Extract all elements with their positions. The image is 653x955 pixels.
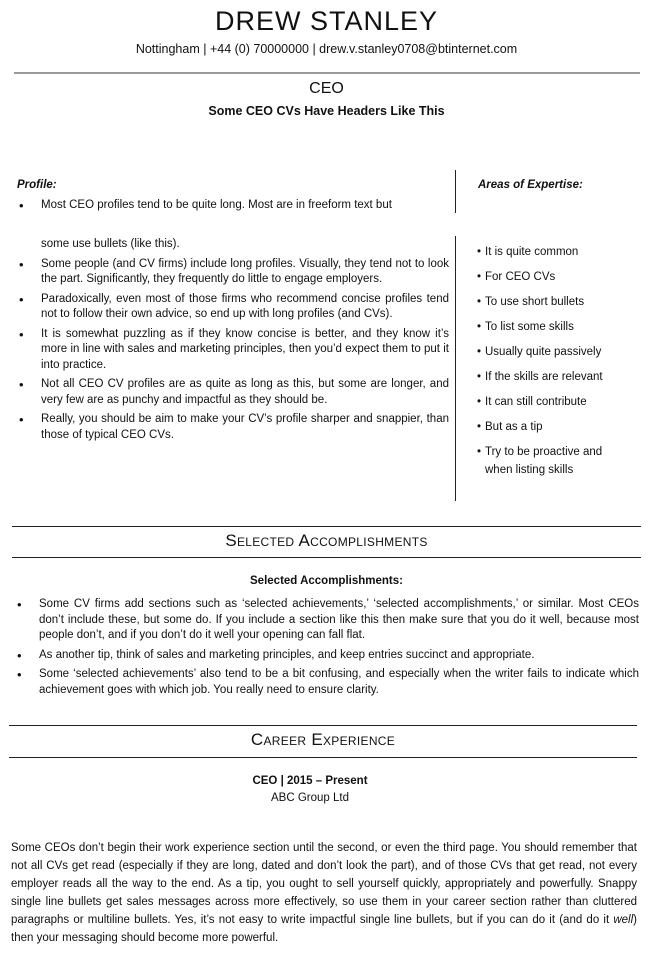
expertise-item: • If the skills are relevant [477,368,627,386]
profile-bullets [17,237,449,447]
header-divider [14,72,640,74]
expertise-item: • For CEO CVs [477,268,627,286]
career-paragraph [11,839,637,947]
contact-line: Nottingham | +44 (0) 70000000 | drew.v.stanley0708@btinternet.com [135,42,518,56]
company-name: ABC Group Ltd [271,792,349,804]
career-paragraph-start: Some CEOs don’t begin their work experience section until the second, or even the third page. You should remember that not all CVs get read (especially if they are long, dated and don’t look the part), and of those CVs that get read, not every employer reads all the way to the end. As a tip, you ought to sell yourself quickly, appropriately and powerfully. Snappy single line bullets get sales messages across more effectively, so use them in your career section rather than cluttered paragraphs or multiline bullets. Yes, it’s not easy to write impactful single line bullets, but if you can do it (and do it [11,842,637,926]
column-divider-top [455,170,456,213]
accomplishments-rule-bottom [12,557,641,558]
accomplishments-rule-top [12,526,641,527]
expertise-item: • But as a tip [477,418,627,436]
expertise-item: • It is quite common [477,243,627,261]
profile-label: Profile: [17,179,57,191]
expertise-item: • Try to be proactive and when listing skills [477,443,627,479]
expertise-item: • To use short bullets [477,293,627,311]
job-title: CEO | 2015 – Present [252,775,368,787]
expertise-list [477,243,627,486]
career-paragraph-end: ) then your messaging should become more powerful. [11,914,637,944]
accomplishments-subheading: Selected Accomplishments: [250,575,403,587]
profile-bullet: • Most CEO profiles tend to be quite long. Most are in freeform text but [17,198,449,214]
accomplishment-bullet: • Some CV firms add sections such as ‘selected achievements,’ ‘selected accomplishments,’ or similar. Most CEOs don’t include these, but some do. If you include a section like this then make sure that you do it well, because most people don’t, and if you don’t do it well your opening can fall flat. [15,597,639,644]
accomplishments-bullets [15,597,639,702]
accomplishments-heading: Selected Accomplishments [225,531,428,550]
career-rule-top [9,725,637,726]
accomplishment-bullet: • As another tip, think of sales and marketing principles, and keep entries succinct and appropriate. [15,648,639,664]
career-heading: Career Experience [250,730,396,749]
profile-bullet: • Really, you should be aim to make your CV’s profile sharper and snappier, than those of typical CEO CVs. [17,412,449,443]
profile-bullet: • Some people (and CV firms) include long profiles. Visually, they tend not to look the part. Significantly, they frequently do little to engage employers. [17,257,449,288]
column-divider-bottom [455,236,456,501]
accomplishment-bullet: • Some ‘selected achievements’ also tend to be a bit confusing, and especially when the writer fails to indicate which achievement goes with which job. You really need to ensure clarity. [15,667,639,698]
expertise-item: • Usually quite passively [477,343,627,361]
career-rule-bottom [9,757,637,758]
candidate-name: DREW STANLEY [214,6,439,36]
expertise-label: Areas of Expertise: [478,179,583,191]
profile-bullet: • Not all CEO CV profiles are as quite as long as this, but some are longer, and very few are as punchy and impactful as they should be. [17,377,449,408]
role-title: CEO [309,80,344,97]
profile-bullets-first [17,198,449,218]
expertise-item: • It can still contribute [477,393,627,411]
profile-bullet-continued: some use bullets (like this). [41,238,180,250]
profile-bullet: • Paradoxically, even most of those firms who recommend concise profiles tend not to follow their own advice, so end up with long profiles (and CVs). [17,292,449,323]
career-paragraph-emphasis: well [613,914,634,926]
profile-bullet: • It is somewhat puzzling as if they know concise is better, and they know it’s more in line with sales and marketing principles, then you’d expect them to put it into practice. [17,327,449,374]
cv-headline: Some CEO CVs Have Headers Like This [208,104,445,118]
expertise-item: • To list some skills [477,318,627,336]
